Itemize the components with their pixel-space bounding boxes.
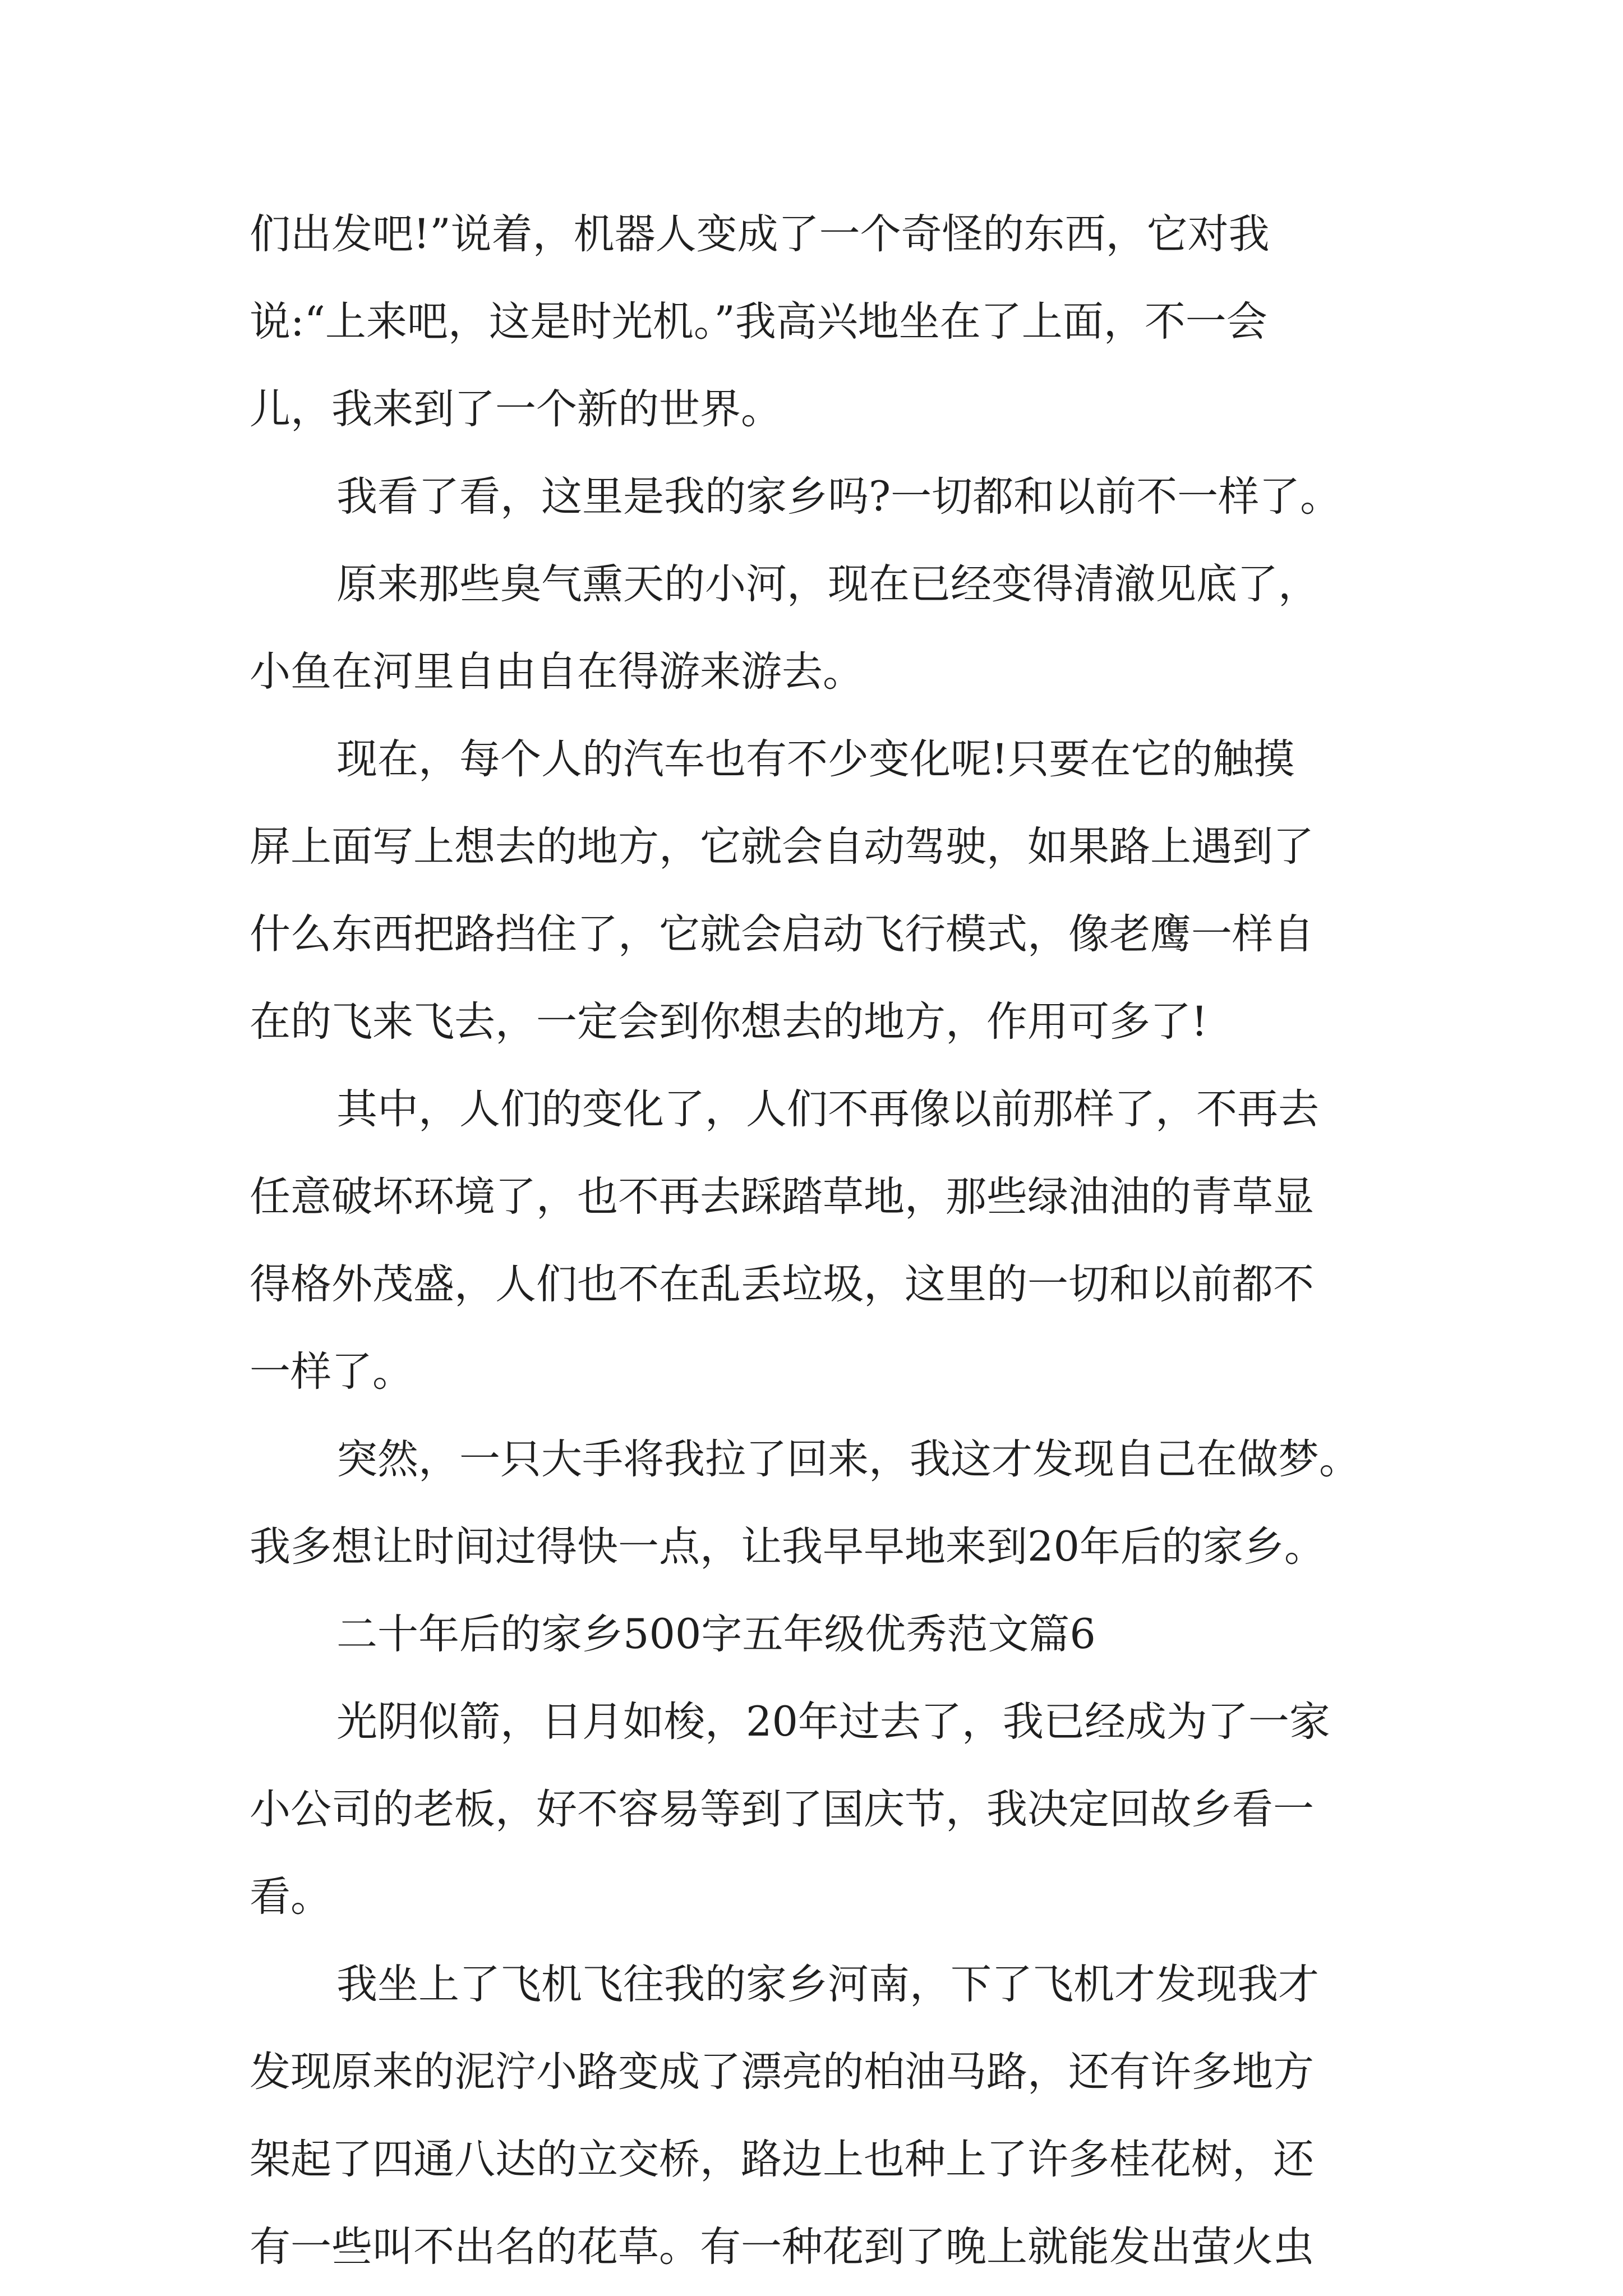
paragraph-start: 现在，每个人的汽车也有不少变化呢!只要在它的触摸 (336, 735, 1295, 783)
paragraph-start: 我看了看，这里是我的家乡吗?一切都和以前不一样了。 (336, 473, 1341, 521)
section-heading: 二十年后的家乡500字五年级优秀范文篇6 (336, 1611, 1096, 1658)
text-line: 小鱼在河里自由自在得游来游去。 (250, 648, 864, 696)
paragraph-start: 光阴似箭，日月如梭，20年过去了，我已经成为了一家 (336, 1698, 1330, 1746)
text-line: 发现原来的泥泞小路变成了漂亮的柏油马路，还有许多地方 (250, 2048, 1314, 2096)
paragraph-start: 突然，一只大手将我拉了回来，我这才发现自己在做梦。 (336, 1435, 1360, 1483)
paragraph-start: 其中，人们的变化了，人们不再像以前那样了，不再去 (336, 1085, 1319, 1133)
text-line: 说:“上来吧，这是时光机。”我高兴地坐在了上面，不一会 (250, 298, 1267, 346)
text-line: 儿，我来到了一个新的世界。 (250, 385, 782, 433)
text-line: 任意破坏环境了，也不再去踩踏草地，那些绿油油的青草显 (250, 1173, 1314, 1221)
text-line: 架起了四通八达的立交桥，路边上也种上了许多桂花树，还 (250, 2136, 1314, 2183)
text-line: 屏上面写上想去的地方，它就会自动驾驶，如果路上遇到了 (250, 823, 1314, 871)
text-line: 得格外茂盛，人们也不在乱丢垃圾，这里的一切和以前都不 (250, 1260, 1314, 1308)
text-line: 我多想让时间过得快一点，让我早早地来到20年后的家乡。 (250, 1523, 1325, 1571)
text-line: 在的飞来飞去，一定会到你想去的地方，作用可多了! (250, 998, 1208, 1046)
text-line: 看。 (250, 1873, 331, 1921)
text-line: 小公司的老板，好不容易等到了国庆节，我决定回故乡看一 (250, 1786, 1314, 1833)
paragraph-start: 原来那些臭气熏天的小河，现在已经变得清澈见底了， (336, 560, 1319, 608)
text-line: 什么东西把路挡住了，它就会启动飞行模式，像老鹰一样自 (250, 910, 1314, 958)
text-line: 们出发吧!”说着，机器人变成了一个奇怪的东西，它对我 (250, 210, 1270, 258)
text-line: 一样了。 (250, 1348, 413, 1396)
paragraph-start: 我坐上了飞机飞往我的家乡河南，下了飞机才发现我才 (336, 1961, 1319, 2008)
text-line: 有一些叫不出名的花草。有一种花到了晚上就能发出萤火虫 (250, 2223, 1314, 2271)
